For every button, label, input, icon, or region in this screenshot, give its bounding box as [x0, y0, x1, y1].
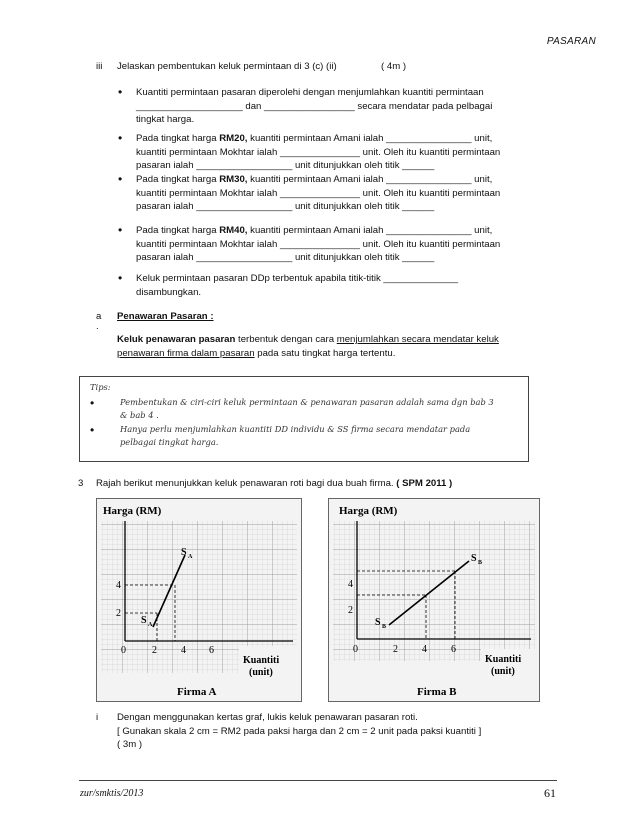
section-a-label: a: [96, 311, 102, 322]
curve-label-top-sub: A: [188, 554, 193, 560]
bullet-icon: •: [118, 223, 123, 237]
curve-label-top-sub: B: [478, 560, 483, 566]
x-axis-label: Kuantiti: [485, 654, 522, 665]
bullet-1: [136, 86, 546, 127]
x-tick-0: 0: [353, 644, 358, 655]
tips-heading: Tips:: [90, 382, 111, 392]
curve-label-bottom-sub: B: [382, 624, 387, 630]
bullet-3-price: RM30,: [219, 174, 248, 185]
bullet-2: [136, 132, 546, 173]
bullet-4-suffix: kuantiti permintaan Amani ialah ________________ unit,: [247, 225, 493, 236]
bullet-4-prefix: Pada tingkat harga: [136, 225, 220, 236]
x-tick-6: 6: [451, 644, 456, 655]
curve-label-top: S: [471, 553, 477, 564]
page-number: 61: [544, 786, 556, 800]
bullet-icon: •: [118, 85, 123, 99]
bullet-3: [136, 173, 546, 214]
bullet-icon: •: [118, 271, 123, 285]
section-a-mid: terbentuk dengan cara: [235, 334, 337, 345]
section-a-end: pada satu tingkat harga tertentu.: [254, 347, 396, 359]
graph-caption: Firma B: [417, 686, 457, 698]
tip-1-line-1: Pembentukan & ciri-ciri keluk permintaan & penawaran pasaran adalah sama dgn bab 3: [120, 397, 494, 407]
bullet-5: [136, 272, 546, 299]
sub-question-line-1: Dengan menggunakan kertas graf, lukis keluk penawaran pasaran roti.: [117, 712, 418, 723]
bullet-2-prefix: Pada tingkat harga: [136, 133, 220, 144]
graph-caption: Firma A: [177, 686, 217, 698]
bullet-2-price: RM20,: [219, 133, 248, 144]
bullet-1-line-3: tingkat harga.: [136, 114, 195, 125]
bullet-3-line-3: pasaran ialah __________________ unit ditunjukkan oleh titik ______: [136, 201, 435, 212]
curve-label-top: S: [181, 547, 187, 558]
curve-label-bottom-sub: A: [148, 622, 153, 628]
bullet-5-line-2: disambungkan.: [136, 286, 202, 298]
x-tick-4: 4: [422, 644, 427, 655]
bullet-5-line-1: Keluk permintaan pasaran DDp terbentuk apabila titik-titik ______________: [136, 273, 459, 284]
x-tick-6: 6: [209, 645, 214, 656]
curve-label-bottom: S: [141, 615, 147, 626]
bullet-icon: •: [118, 131, 123, 145]
section-a-underline-1: menjumlahkan secara mendatar keluk: [336, 334, 499, 345]
bullet-4: [136, 224, 546, 265]
question-3-number: 3: [78, 478, 84, 489]
y-tick-2: 2: [116, 608, 121, 619]
sub-question-marks: ( 3m ): [117, 739, 143, 750]
x-tick-4: 4: [181, 645, 186, 656]
graph-firma-a: [96, 498, 302, 702]
y-tick-2: 2: [348, 605, 353, 616]
x-tick-0: 0: [121, 645, 126, 656]
y-axis-label: Harga (RM): [103, 505, 162, 517]
bullet-3-prefix: Pada tingkat harga: [136, 174, 220, 185]
bullet-2-suffix: kuantiti permintaan Amani ialah ________________ unit,: [247, 133, 493, 144]
tip-2-line-1: Hanya perlu menjumlahkan kuantiti DD individu & SS firma secara mendatar pada: [120, 424, 471, 434]
footer-source: zur/smktis/2013: [80, 788, 144, 799]
bullet-1-line-2: ____________________ dan _________________ secara mendatar pada pelbagai: [136, 100, 493, 112]
section-a-title: Penawaran Pasaran :: [117, 311, 214, 322]
tips-box: [79, 376, 529, 462]
sub-question-line-2: [ Gunakan skala 2 cm = RM2 pada paksi harga dan 2 cm = 2 unit pada paksi kuantiti ]: [117, 725, 482, 737]
question-iii-marks: ( 4m ): [381, 61, 407, 72]
y-axis-label: Harga (RM): [339, 505, 398, 517]
bullet-1-line-1: Kuantiti permintaan pasaran diperolehi dengan menjumlahkan kuantiti permintaan: [136, 87, 484, 98]
section-a-underline-2: penawaran firma dalam pasaran: [117, 347, 255, 359]
question-3-prompt: Rajah berikut menunjukkan keluk penawaran roti bagi dua buah firma.: [96, 478, 394, 489]
bullet-3-line-2: kuantiti permintaan Mokhtar ialah _______________ unit. Oleh itu kuantiti permintaan: [136, 187, 501, 199]
bullet-4-line-2: kuantiti permintaan Mokhtar ialah _______________ unit. Oleh itu kuantiti permintaan: [136, 238, 501, 250]
bullet-icon: •: [90, 423, 95, 437]
y-tick-4: 4: [116, 580, 121, 591]
tip-1: [120, 396, 520, 421]
section-a-paragraph: [117, 333, 547, 360]
bullet-3-suffix: kuantiti permintaan Amani ialah ________________ unit,: [247, 174, 493, 185]
x-axis-unit: (unit): [249, 667, 273, 678]
question-3-reference: ( SPM 2011 ): [396, 478, 453, 489]
tip-1-line-2: & bab 4 .: [120, 409, 159, 420]
tip-2-line-2: pelbagai tingkat harga.: [120, 436, 219, 447]
bullet-icon: •: [118, 172, 123, 186]
bullet-4-price: RM40,: [219, 225, 248, 236]
curve-label-bottom: S: [375, 617, 381, 628]
item-number-iii: iii: [96, 61, 103, 72]
bullet-icon: •: [90, 396, 95, 410]
y-tick-4: 4: [348, 579, 353, 590]
graph-firma-b: [328, 498, 540, 702]
bullet-4-line-3: pasaran ialah __________________ unit ditunjukkan oleh titik ______: [136, 252, 435, 263]
footer-divider: [79, 780, 557, 781]
tip-2: [120, 423, 520, 448]
section-a-dot: .: [96, 321, 99, 332]
x-tick-2: 2: [152, 645, 157, 656]
sub-question-text: [117, 711, 547, 752]
question-3-text: [96, 477, 452, 491]
x-axis-label: Kuantiti: [243, 655, 280, 666]
bullet-2-line-2: kuantiti permintaan Mokhtar ialah _______________ unit. Oleh itu kuantiti permintaan: [136, 146, 501, 158]
sub-question-number: i: [96, 712, 99, 723]
running-header: PASARAN: [546, 36, 596, 47]
section-a-term: Keluk penawaran pasaran: [117, 334, 236, 345]
x-axis-unit: (unit): [491, 666, 515, 677]
bullet-2-line-3: pasaran ialah __________________ unit ditunjukkan oleh titik ______: [136, 160, 435, 171]
question-iii-text: Jelaskan pembentukan keluk permintaan di 3 (c) (ii): [117, 61, 337, 72]
x-tick-2: 2: [393, 644, 398, 655]
